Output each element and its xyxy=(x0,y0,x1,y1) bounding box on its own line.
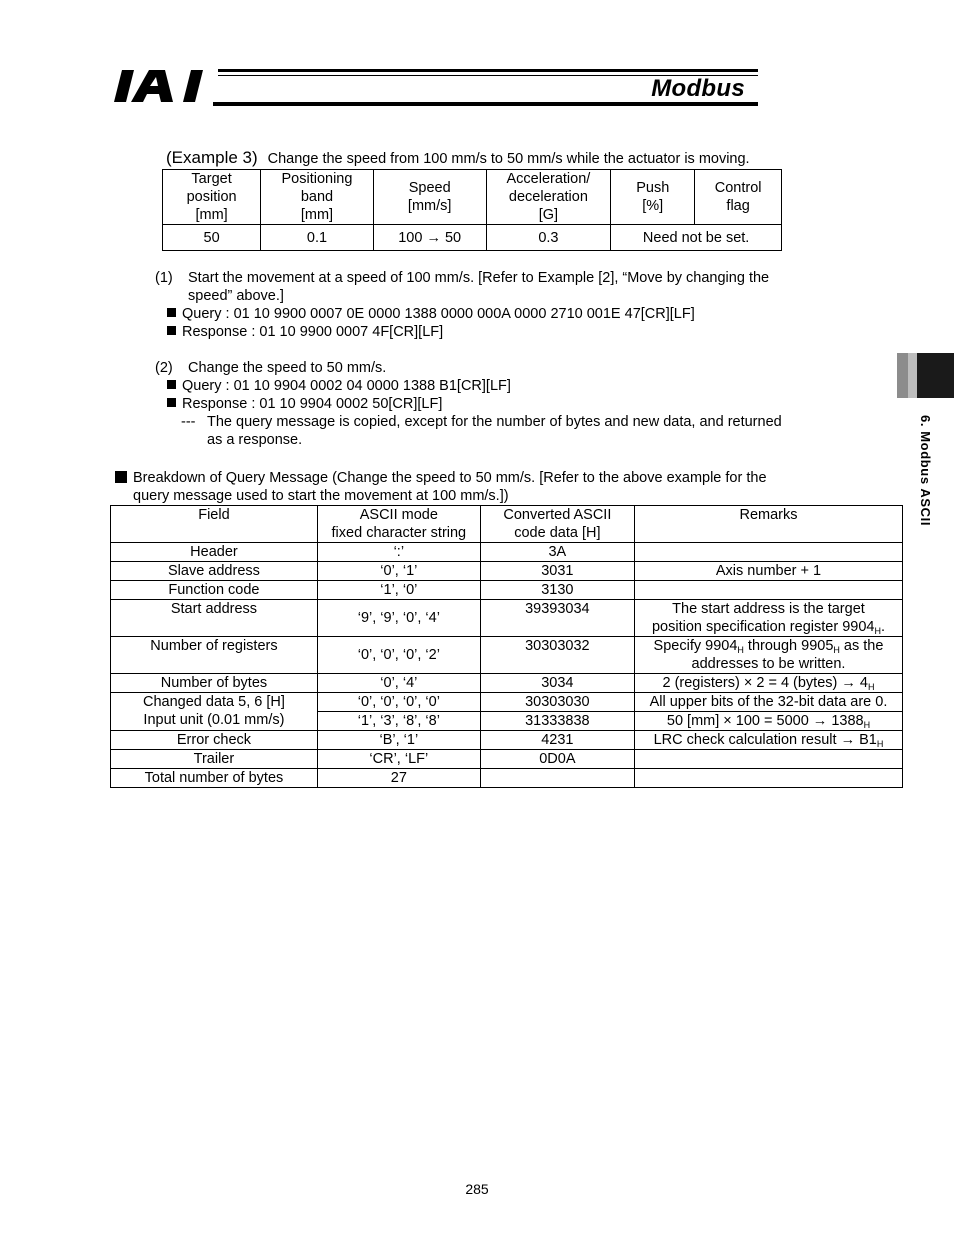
table-cell: 39393034 xyxy=(480,600,634,637)
table-cell xyxy=(634,769,902,788)
table-cell: 50 xyxy=(163,225,261,251)
table-row xyxy=(111,693,903,712)
table-row xyxy=(111,674,903,693)
col-field: Field xyxy=(111,506,318,543)
header-rule-bottom xyxy=(213,102,758,106)
table-cell: 3A xyxy=(480,543,634,562)
step-number: (1) xyxy=(155,270,173,286)
table-cell: 0D0A xyxy=(480,750,634,769)
table-cell: Slave address xyxy=(111,562,318,581)
table-cell: 100 → 50 xyxy=(373,225,486,251)
table-header-row xyxy=(111,506,903,543)
iai-logo xyxy=(113,66,213,106)
section-title: Modbus xyxy=(651,75,745,102)
breakdown-table xyxy=(110,505,903,788)
table-cell: ‘1’, ‘3’, ‘8’, ‘8’ xyxy=(317,712,480,731)
header-cell: Positioning band [mm] xyxy=(281,171,353,223)
table-row xyxy=(111,562,903,581)
table-cell: ‘0’, ‘1’ xyxy=(317,562,480,581)
table-cell: 30303032 xyxy=(480,637,634,674)
table-cell: LRC check calculation result → $B1_H$ xyxy=(634,731,902,750)
query-text: Query : 01 10 9904 0002 04 0000 1388 B1[CR][LF] xyxy=(182,378,511,394)
table-cell: Specify $9904_H$ through $9905_H$ as the addresses to be written. xyxy=(634,637,902,674)
response-line xyxy=(167,395,442,413)
parameter-table xyxy=(162,169,782,251)
page-number: 285 xyxy=(465,1181,489,1197)
step-text-cont: speed” above.] xyxy=(188,288,284,304)
breakdown-text-cont: query message used to start the movement at 100 mm/s.]) xyxy=(133,488,509,504)
table-row xyxy=(111,543,903,562)
table-cell: 3031 xyxy=(480,562,634,581)
table-cell: ‘0’, ‘4’ xyxy=(317,674,480,693)
table-cell xyxy=(634,543,902,562)
note-text: The query message is copied, except for the number of bytes and new data, and returned xyxy=(207,414,782,430)
col-acceleration xyxy=(486,170,611,225)
header-cell: Control flag xyxy=(714,180,762,214)
table-cell: Total number of bytes xyxy=(111,769,318,788)
table-cell: Header xyxy=(111,543,318,562)
note-dash: --- xyxy=(181,414,196,430)
query-line xyxy=(167,305,695,323)
table-cell: 4231 xyxy=(480,731,634,750)
breakdown-heading xyxy=(115,469,767,487)
table-cell xyxy=(634,581,902,600)
example-description: Change the speed from 100 mm/s to 50 mm/s while the actuator is moving. xyxy=(267,151,750,167)
bullet-square-icon xyxy=(167,380,176,389)
header-rule-top xyxy=(218,69,758,72)
example-heading xyxy=(166,148,750,168)
table-cell: All upper bits of the 32-bit data are 0. xyxy=(634,693,902,712)
query-line xyxy=(167,377,511,395)
table-row xyxy=(111,750,903,769)
header-cell: Acceleration/ deceleration [G] xyxy=(506,171,591,223)
breakdown-text: Breakdown of Query Message (Change the speed to 50 mm/s. [Refer to the above example for the xyxy=(133,470,767,486)
col-ascii: ASCII mode fixed character string xyxy=(317,506,480,543)
table-row xyxy=(163,225,782,251)
chapter-tab xyxy=(897,353,954,398)
table-cell: Error check xyxy=(111,731,318,750)
table-cell: ‘B’, ‘1’ xyxy=(317,731,480,750)
table-cell: ‘CR’, ‘LF’ xyxy=(317,750,480,769)
step-text: Change the speed to 50 mm/s. xyxy=(188,360,387,376)
col-speed xyxy=(373,170,486,225)
table-cell: Function code xyxy=(111,581,318,600)
col-target-position xyxy=(163,170,261,225)
table-cell xyxy=(634,750,902,769)
table-row xyxy=(111,769,903,788)
table-cell: ‘9’, ‘9’, ‘0’, ‘4’ xyxy=(317,600,480,637)
table-cell: ‘:’ xyxy=(317,543,480,562)
step-number: (2) xyxy=(155,360,173,376)
table-cell: 2 (registers) × 2 = 4 (bytes) → $4_H$ xyxy=(634,674,902,693)
response-text: Response : 01 10 9904 0002 50[CR][LF] xyxy=(182,396,443,412)
query-text: Query : 01 10 9900 0007 0E 0000 1388 0000 000A 0000 2710 001E 47[CR][LF] xyxy=(182,306,695,322)
note-text-cont: as a response. xyxy=(207,432,303,448)
step-2 xyxy=(155,359,386,377)
table-row xyxy=(111,600,903,637)
table-cell: 50 $[mm] \times 100 = 5000 \to 1388_H$ xyxy=(634,712,902,731)
bullet-square-icon xyxy=(167,326,176,335)
table-cell: 27 xyxy=(317,769,480,788)
step-text: Start the movement at a speed of 100 mm/s. [Refer to Example [2], “Move by changing the xyxy=(188,270,770,286)
col-control-flag xyxy=(695,170,782,225)
table-cell: ‘0’, ‘0’, ‘0’, ‘0’ xyxy=(317,693,480,712)
table-cell: Need not be set. xyxy=(611,225,782,251)
table-cell: Axis number + 1 xyxy=(634,562,902,581)
table-cell: ‘0’, ‘0’, ‘0’, ‘2’ xyxy=(317,637,480,674)
col-converted: Converted ASCII code data [H] xyxy=(480,506,634,543)
example-label: (Example 3) xyxy=(166,148,258,167)
table-cell: 31333838 xyxy=(480,712,634,731)
header-cell: Target position [mm] xyxy=(186,171,237,223)
table-cell: 3130 xyxy=(480,581,634,600)
chapter-tab-label: 6. Modbus ASCII xyxy=(918,415,933,527)
bullet-square-icon xyxy=(167,398,176,407)
table-cell: Trailer xyxy=(111,750,318,769)
table-cell: 0.3 xyxy=(486,225,611,251)
table-cell: Start address xyxy=(111,600,318,637)
note-line xyxy=(181,413,782,431)
bullet-square-icon xyxy=(167,308,176,317)
response-text: Response : 01 10 9900 0007 4F[CR][LF] xyxy=(182,324,444,340)
col-push xyxy=(611,170,695,225)
bullet-square-icon xyxy=(115,471,127,483)
table-cell: Number of registers xyxy=(111,637,318,674)
table-cell: 3034 xyxy=(480,674,634,693)
table-row xyxy=(111,637,903,674)
table-cell: Changed data 5, 6 [H] Input unit (0.01 mm/s) xyxy=(111,693,318,731)
table-cell: ‘1’, ‘0’ xyxy=(317,581,480,600)
table-row xyxy=(111,731,903,750)
col-positioning-band xyxy=(261,170,374,225)
col-remarks: Remarks xyxy=(634,506,902,543)
table-cell: The start address is the target position specification register $9904_H$. xyxy=(634,600,902,637)
header-cell: Push [%] xyxy=(636,180,670,214)
table-row xyxy=(111,581,903,600)
table-cell: 0.1 xyxy=(261,225,374,251)
step-1 xyxy=(155,269,769,287)
table-cell xyxy=(480,769,634,788)
response-line xyxy=(167,323,443,341)
table-cell: Number of bytes xyxy=(111,674,318,693)
table-cell: 30303030 xyxy=(480,693,634,712)
header-cell: Speed [mm/s] xyxy=(407,180,452,214)
